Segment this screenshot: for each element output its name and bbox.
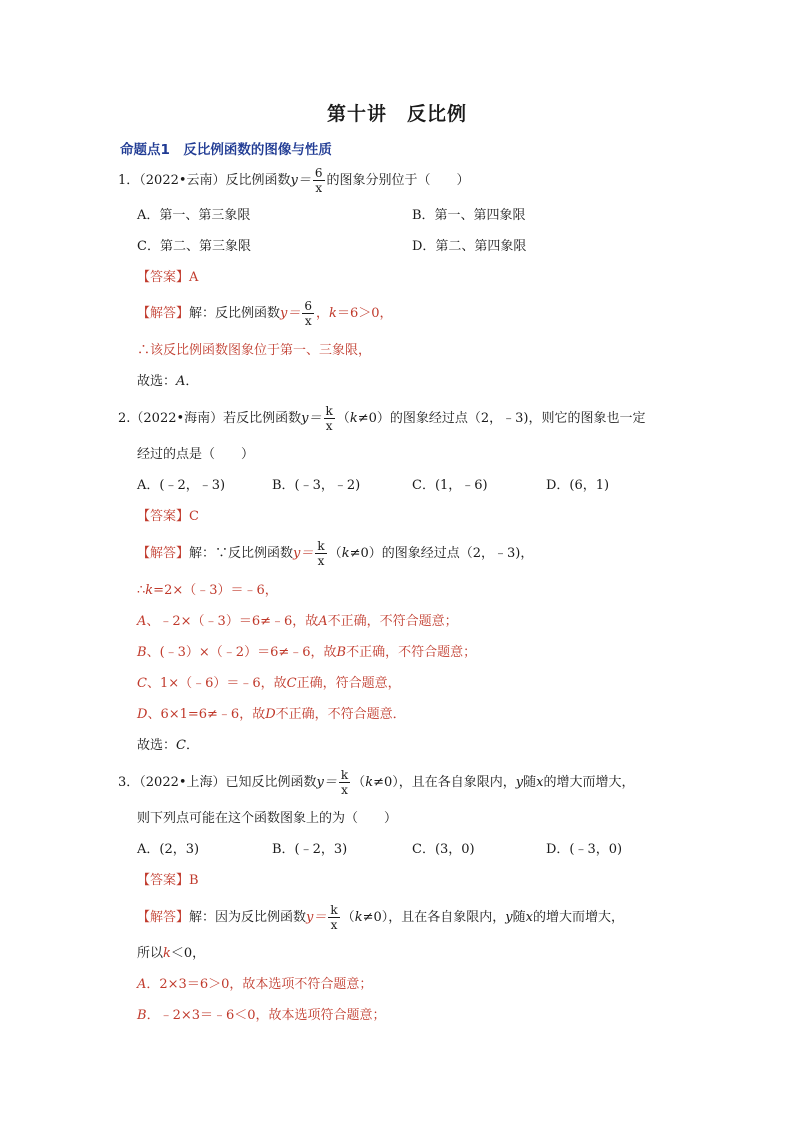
q2-ld-var: D [137,707,148,722]
q2-choose-prefix: 故选： [137,738,177,753]
q3-fraction-denominator: x [341,783,348,797]
q2-la-var: A [137,614,147,629]
q3-solution-tag: 【解答】 [137,910,190,925]
q3-solution-numerator: k [330,903,338,917]
q2-solution-y: y＝ [293,546,314,561]
q3-fraction-numerator: k [340,768,349,782]
q2-la-suffix: 不正确，不符合题意； [327,614,458,629]
section-heading: 命题点1 反比例函数的图像与性质 [120,142,332,158]
q2-l2-k: k [145,583,154,598]
q2-l2-suffix: =2×（﹣3）＝﹣6， [153,583,278,598]
q2-option-b: B．(﹣3，﹣2) [272,478,361,493]
q1-stem [118,166,470,195]
q3-stem-y: y [515,775,524,790]
q1-fraction [313,166,325,195]
q2-la-var2: A [318,614,328,629]
q3-lb-var: B [137,1008,147,1023]
q3-stem [118,768,634,797]
q3-stem-part2: 随 [523,775,537,790]
q2-solution-line-a [137,612,458,632]
q2-solution-k: k [341,546,350,561]
q2-solution-line-d [137,705,406,725]
q1-answer-tag: 【答案】 [137,270,190,285]
q1-option-a: A．第一、第三象限 [137,208,251,223]
q3-solution [137,903,624,932]
q2-stem [118,404,645,433]
q2-solution-tag: 【解答】 [137,546,190,561]
q3-solution-part1: ≠0），且在各自象限内， [362,910,506,925]
q2-lc-var2: C [286,676,297,691]
q3-option-d: D．(﹣3，0) [546,842,623,857]
q3-answer-tag: 【答案】 [137,873,190,888]
q1-solution-line2: ∴该反比例函数图象位于第一、三象限， [137,343,372,358]
q3-solution-k: k [354,910,363,925]
q2-lb-suffix: 不正确，不符合题意； [346,645,477,660]
q3-la-var: A [137,977,147,992]
q3-solution-line2 [137,944,205,964]
q2-lb-mid: 、(﹣3）×（﹣2）＝6≠﹣6，故 [146,645,337,660]
q2-choose-suffix: ． [185,738,199,753]
q3-option-c: C．(3，0) [412,842,475,857]
q3-answer [137,871,199,891]
q1-answer-value: A [189,270,199,285]
q2-lc-suffix: 正确，符合题意， [296,676,401,691]
q1-option-b: B．第一、第四象限 [412,208,526,223]
q2-fraction-numerator: k [325,404,333,418]
q3-solution-y: y＝ [306,910,327,925]
q2-option-d: D．(6，1) [546,478,610,493]
q2-ld-var2: D [265,707,276,722]
q2-function-y: y＝ [301,411,322,426]
q2-solution-fraction [315,539,326,568]
q1-solution-denominator: x [304,314,312,328]
q3-stem-line2: 则下列点可能在这个函数图象上的为（ ） [137,811,398,826]
q3-solution-line-a [137,975,372,995]
q2-option-a: A．(﹣2，﹣3) [137,478,226,493]
q2-lb-var2: B [336,645,347,660]
q3-function-y: y＝ [316,775,337,790]
q3-l2-prefix: 所以 [137,946,164,961]
q1-choose-suffix: ． [185,374,199,389]
q1-solution-suffix: ＝6＞0， [336,306,393,321]
q2-solution-suffix: ≠0）的图象经过点（2，﹣3)， [349,546,534,561]
page-title: 第十讲 反比例 [326,103,467,125]
q1-stem-suffix: 的图象分别位于（ ） [326,173,470,188]
q1-fraction-denominator: x [315,181,323,195]
q2-solution-numerator: k [317,539,325,553]
q3-l2-k: k [163,946,171,961]
q2-stem-paren: （ [336,411,350,426]
q2-ld-mid: 、6×1=6≠﹣6，故 [147,707,266,722]
q3-stem-part3: 的增大而增大， [543,775,635,790]
q2-fraction [324,404,335,433]
q2-l2-prefix: ∴ [137,583,146,598]
q2-fraction-denominator: x [325,419,333,433]
q3-stem-x: x [536,775,544,790]
q2-solution [137,539,533,568]
q3-answer-value: B [189,873,199,888]
q3-option-a: A．(2，3) [137,842,200,857]
q1-solution-tag: 【解答】 [137,306,190,321]
q3-stem-paren: （ [352,775,366,790]
q1-choose-prefix: 故选： [137,374,177,389]
q1-stem-prefix: 1．（2022•云南）反比例函数 [118,173,291,188]
q3-l2-suffix: ＜0， [170,946,206,961]
q3-solution-fraction [328,903,339,932]
q2-stem-prefix: 2.（2022•海南）若反比例函数 [118,411,302,426]
q2-lc-var: C [137,676,147,691]
q2-answer [137,507,199,527]
q3-solution-line-b [137,1006,386,1026]
q1-solution-y: y＝ [280,306,301,321]
q3-solution-denominator: x [330,918,338,932]
q2-solution-line-c [137,674,401,694]
q1-solution-fraction [302,299,314,328]
q1-choose-value: A [176,374,186,389]
q2-solution-paren: （ [328,546,342,561]
q1-solution-prefix: 解：反比例函数 [189,306,281,321]
q3-solution-x: x [525,910,533,925]
q2-solution-line-b [137,643,476,663]
q2-la-mid: 、﹣2×（﹣3）＝6≠﹣6，故 [146,614,319,629]
q2-option-c: C．(1，﹣6) [412,478,488,493]
q1-option-d: D．第二、第四象限 [412,239,527,254]
q1-choose [137,372,198,392]
q1-option-c: C．第二、第三象限 [137,239,251,254]
q3-solution-prefix: 解：因为反比例函数 [189,910,307,925]
q3-solution-part2: 随 [512,910,526,925]
q3-la-suffix: ．2×3＝6＞0，故本选项不符合题意； [146,977,373,992]
q1-solution-numerator: 6 [304,299,313,313]
q2-solution-line2 [137,581,278,601]
q3-lb-suffix: ．﹣2×3＝﹣6＜0，故本选项符合题意； [146,1008,386,1023]
q3-solution-part3: 的增大而增大， [532,910,624,925]
q3-solution-paren: （ [341,910,355,925]
q2-choose [137,736,199,756]
q2-stem-k: k [349,411,358,426]
q3-stem-k: k [365,775,374,790]
q2-lc-mid: 、1×（﹣6）＝﹣6，故 [146,676,287,691]
q2-solution-denominator: x [317,554,325,568]
q2-solution-prefix: 解：∵反比例函数 [189,546,294,561]
q2-stem-suffix: ≠0）的图象经过点（2，﹣3)，则它的图象也一定 [357,411,646,426]
q1-function-y: y＝ [290,173,311,188]
q1-answer [137,268,198,288]
q1-solution [137,299,392,328]
q2-stem-line2: 经过的点是（ ） [137,447,255,462]
q3-stem-prefix: 3．（2022•上海）已知反比例函数 [118,775,317,790]
q2-answer-tag: 【答案】 [137,509,190,524]
q3-stem-part1: ≠0），且在各自象限内， [373,775,516,790]
q3-option-b: B．(﹣2，3) [272,842,348,857]
q1-solution-k: k [329,306,337,321]
q3-fraction [339,768,350,797]
q2-choose-value: C [176,738,186,753]
q2-lb-var: B [137,645,147,660]
q2-ld-suffix: 不正确，不符合题意． [275,707,406,722]
q3-solution-y2: y [505,910,513,925]
q1-fraction-numerator: 6 [314,166,323,180]
q1-solution-comma: ， [316,306,330,321]
q2-answer-value: C [189,509,199,524]
